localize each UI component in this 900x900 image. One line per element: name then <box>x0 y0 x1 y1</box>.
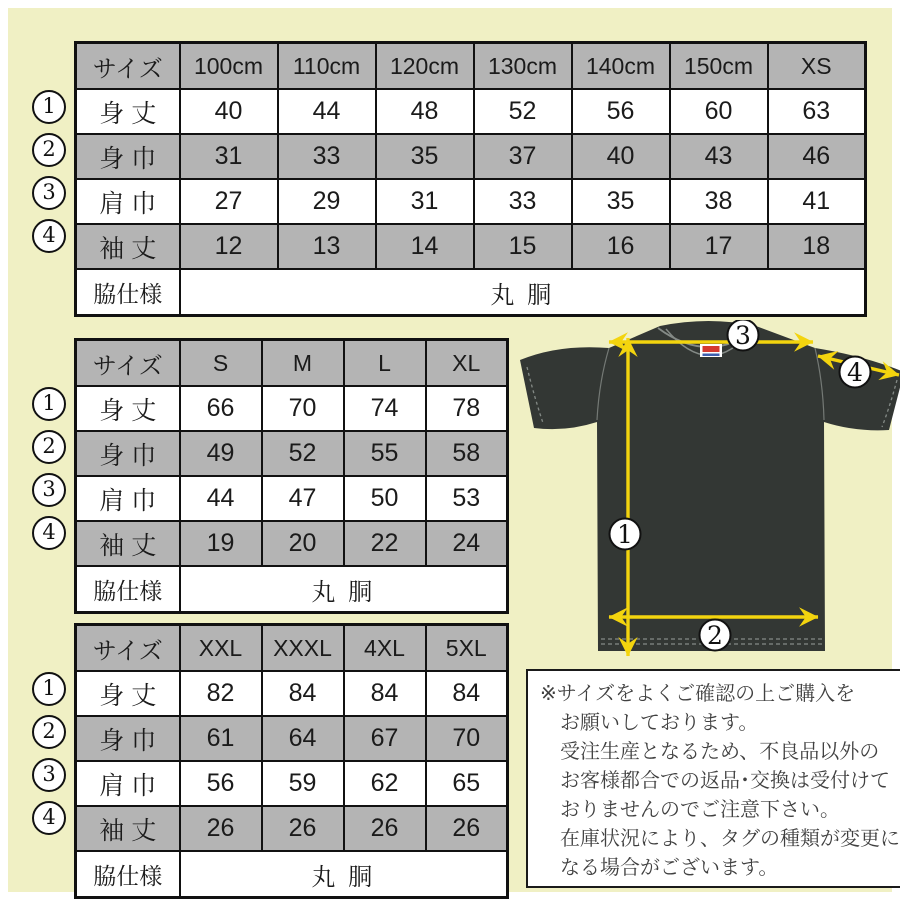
size-cell: 35 <box>376 134 474 179</box>
measure-label: 袖 丈 <box>76 806 180 851</box>
size-cell: 18 <box>768 224 866 269</box>
measure-marker-3 <box>728 320 759 351</box>
size-cell: 44 <box>278 89 376 134</box>
size-cell: 43 <box>670 134 768 179</box>
size-table-block-xxl-5xl <box>30 623 509 899</box>
side-spec-label: 脇仕様 <box>76 269 180 316</box>
size-cell: 29 <box>278 179 376 224</box>
size-cell: 24 <box>426 521 508 566</box>
size-column-header: 100cm <box>180 43 278 90</box>
measure-label: 身 丈 <box>76 386 180 431</box>
size-cell: 22 <box>344 521 426 566</box>
side-spec-value: 丸 胴 <box>180 566 508 613</box>
measure-label: 身 丈 <box>76 671 180 716</box>
note-line: お客様都合での返品･交換は受付けて <box>560 770 890 792</box>
size-column-header: L <box>344 340 426 387</box>
size-column-header: 4XL <box>344 625 426 672</box>
size-cell: 49 <box>180 431 262 476</box>
size-cell: 47 <box>262 476 344 521</box>
size-cell: 74 <box>344 386 426 431</box>
size-column-header: 130cm <box>474 43 572 90</box>
note-line: おりませんのでご注意下さい。 <box>560 799 840 821</box>
side-spec-value: 丸 胴 <box>180 851 508 898</box>
chart-background <box>8 8 900 892</box>
size-cell: 40 <box>572 134 670 179</box>
size-cell: 61 <box>180 716 262 761</box>
size-cell: 26 <box>180 806 262 851</box>
size-cell: 16 <box>572 224 670 269</box>
svg-text:1: 1 <box>617 520 633 549</box>
size-cell: 58 <box>426 431 508 476</box>
note-line: 在庫状況により、タグの種類が変更に <box>560 828 900 850</box>
size-cell: 37 <box>474 134 572 179</box>
note-line: ※サイズをよくご確認の上ご購入を <box>540 683 856 705</box>
size-column-header: 110cm <box>278 43 376 90</box>
measure-label: 身 丈 <box>76 89 180 134</box>
size-cell: 67 <box>344 716 426 761</box>
size-column-header: M <box>262 340 344 387</box>
size-cell: 15 <box>474 224 572 269</box>
note-line: なる場合がございます。 <box>560 857 779 879</box>
size-cell: 52 <box>474 89 572 134</box>
size-cell: 13 <box>278 224 376 269</box>
size-cell: 38 <box>670 179 768 224</box>
size-table <box>74 623 509 899</box>
size-table-block-s-xl <box>30 338 509 614</box>
size-cell: 33 <box>474 179 572 224</box>
row-number-badge: 3 <box>32 758 66 792</box>
size-cell: 84 <box>262 671 344 716</box>
size-header-label: サイズ <box>76 340 180 387</box>
row-number-badge: 1 <box>32 387 66 421</box>
measure-label: 肩 巾 <box>76 179 180 224</box>
size-cell: 31 <box>376 179 474 224</box>
size-table-block-100cm-xs <box>30 41 867 317</box>
size-cell: 84 <box>426 671 508 716</box>
measure-marker-2 <box>700 620 731 651</box>
size-cell: 66 <box>180 386 262 431</box>
size-column-header: 150cm <box>670 43 768 90</box>
measure-label: 肩 巾 <box>76 761 180 806</box>
size-column-header: S <box>180 340 262 387</box>
size-cell: 27 <box>180 179 278 224</box>
size-cell: 70 <box>262 386 344 431</box>
size-cell: 44 <box>180 476 262 521</box>
size-cell: 19 <box>180 521 262 566</box>
svg-text:3: 3 <box>735 321 751 350</box>
row-number-badge: 3 <box>32 176 66 210</box>
neck-tag <box>700 344 722 357</box>
size-cell: 20 <box>262 521 344 566</box>
row-number-badge: 4 <box>32 516 66 550</box>
size-cell: 59 <box>262 761 344 806</box>
purchase-note <box>526 669 900 888</box>
size-cell: 31 <box>180 134 278 179</box>
size-cell: 82 <box>180 671 262 716</box>
size-cell: 41 <box>768 179 866 224</box>
size-cell: 26 <box>262 806 344 851</box>
size-column-header: 5XL <box>426 625 508 672</box>
size-cell: 52 <box>262 431 344 476</box>
tshirt-diagram <box>513 320 900 670</box>
size-cell: 33 <box>278 134 376 179</box>
measure-label: 身 巾 <box>76 716 180 761</box>
size-cell: 65 <box>426 761 508 806</box>
size-cell: 56 <box>180 761 262 806</box>
measure-label: 肩 巾 <box>76 476 180 521</box>
size-column-header: XS <box>768 43 866 90</box>
size-column-header: XXL <box>180 625 262 672</box>
size-header-label: サイズ <box>76 625 180 672</box>
size-cell: 78 <box>426 386 508 431</box>
size-cell: 14 <box>376 224 474 269</box>
note-line: お願いしております。 <box>560 712 759 734</box>
row-number-badge: 4 <box>32 219 66 253</box>
size-cell: 60 <box>670 89 768 134</box>
size-cell: 17 <box>670 224 768 269</box>
size-column-header: 120cm <box>376 43 474 90</box>
size-cell: 53 <box>426 476 508 521</box>
row-number-badge: 2 <box>32 430 66 464</box>
measure-marker-4 <box>840 357 871 388</box>
size-column-header: 140cm <box>572 43 670 90</box>
size-cell: 56 <box>572 89 670 134</box>
note-line: 受注生産となるため、不良品以外の <box>560 741 880 763</box>
size-cell: 26 <box>344 806 426 851</box>
size-cell: 70 <box>426 716 508 761</box>
size-header-label: サイズ <box>76 43 180 90</box>
size-cell: 55 <box>344 431 426 476</box>
size-cell: 46 <box>768 134 866 179</box>
size-table <box>74 41 867 317</box>
size-cell: 50 <box>344 476 426 521</box>
size-cell: 12 <box>180 224 278 269</box>
size-column-header: XL <box>426 340 508 387</box>
size-cell: 48 <box>376 89 474 134</box>
side-spec-label: 脇仕様 <box>76 851 180 898</box>
side-spec-label: 脇仕様 <box>76 566 180 613</box>
svg-text:2: 2 <box>707 621 723 650</box>
row-number-badge: 1 <box>32 672 66 706</box>
size-cell: 84 <box>344 671 426 716</box>
size-cell: 64 <box>262 716 344 761</box>
side-spec-value: 丸 胴 <box>180 269 866 316</box>
measure-label: 身 巾 <box>76 134 180 179</box>
measure-marker-1 <box>610 519 641 550</box>
row-number-badge: 3 <box>32 473 66 507</box>
row-number-badge: 4 <box>32 801 66 835</box>
size-table <box>74 338 509 614</box>
measure-label: 袖 丈 <box>76 521 180 566</box>
size-cell: 26 <box>426 806 508 851</box>
size-cell: 62 <box>344 761 426 806</box>
measure-label: 身 巾 <box>76 431 180 476</box>
size-cell: 35 <box>572 179 670 224</box>
measure-label: 袖 丈 <box>76 224 180 269</box>
row-number-badge: 1 <box>32 90 66 124</box>
row-number-badge: 2 <box>32 715 66 749</box>
svg-text:4: 4 <box>847 358 863 387</box>
size-cell: 40 <box>180 89 278 134</box>
size-column-header: XXXL <box>262 625 344 672</box>
row-number-badge: 2 <box>32 133 66 167</box>
size-cell: 63 <box>768 89 866 134</box>
